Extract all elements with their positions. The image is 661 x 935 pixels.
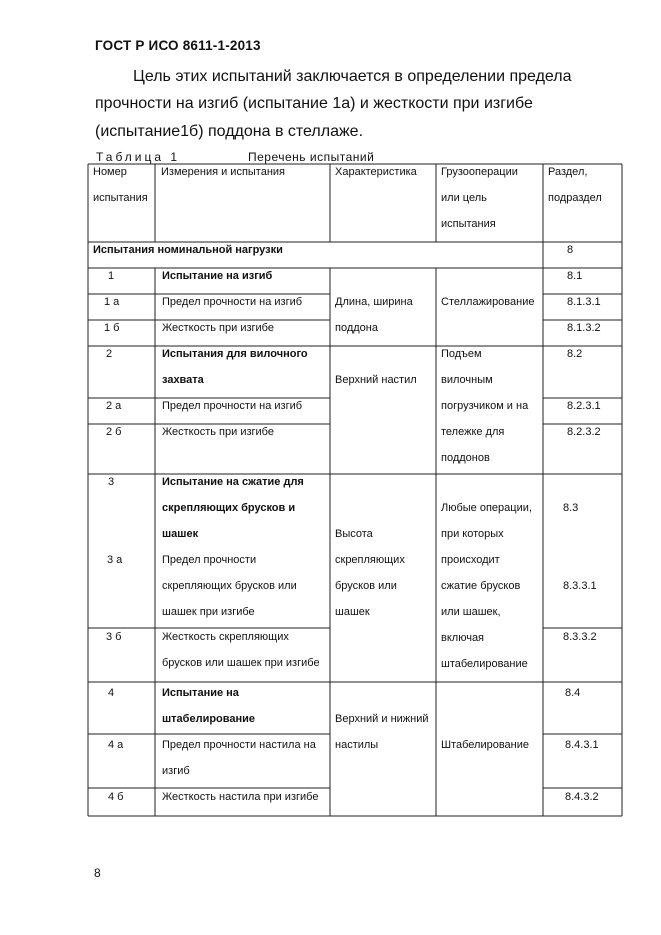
row-4b-number: 4 б [108, 791, 124, 803]
row-3a-section: 8.3.3.1 [563, 580, 597, 592]
row-2a-number: 2 а [106, 400, 122, 412]
group-2-operations: Подъем вилочным погрузчиком и на тележке для поддонов [441, 348, 529, 464]
row-3b-number: 3 б [106, 631, 122, 643]
header-operations: Грузооперации или цель испытания [441, 166, 518, 230]
group-section: 8 [567, 244, 574, 256]
row-4-section: 8.4 [565, 687, 581, 699]
row-1-name: Испытание на изгиб [162, 270, 273, 282]
row-1-number: 1 [108, 270, 115, 282]
header-section: Раздел, подраздел [548, 166, 602, 204]
row-4b-name: Жесткость настила при изгибе [162, 791, 319, 803]
group-4-characteristic: Верхний и нижний настилы [335, 713, 429, 751]
row-1b-number: 1 б [104, 322, 120, 334]
row-3-name: Испытание на сжатие для скрепляющих брусков и шашек [162, 476, 304, 540]
row-1a-name: Предел прочности на изгиб [162, 296, 303, 308]
row-4-name: Испытание на штабелирование [162, 687, 256, 725]
row-3a-number: 3 а [107, 554, 123, 566]
table-caption-title: Перечень испытаний [248, 150, 375, 164]
row-2a-section: 8.2.3.1 [567, 400, 601, 412]
intro-line-1: Цель этих испытаний заключается в определении предела [133, 68, 572, 85]
row-3-number: 3 [108, 476, 115, 488]
group-4-operations: Штабелирование [441, 739, 530, 751]
page-number: 8 [94, 866, 101, 880]
row-2a-name: Предел прочности на изгиб [162, 400, 303, 412]
group-1-operations: Стеллажирование [441, 296, 535, 308]
row-2b-number: 2 б [106, 426, 122, 438]
row-3b-name: Жесткость скрепляющих брусков или шашек при изгибе [162, 631, 320, 669]
row-1b-name: Жесткость при изгибе [162, 322, 274, 334]
intro-line-3: (испытание1б) поддона в стеллаже. [95, 123, 364, 140]
row-4a-name: Предел прочности настила на изгиб [162, 739, 316, 777]
table-caption-label: Таблица 1 [96, 150, 181, 164]
header-number: Номер испытания [93, 166, 148, 204]
row-1a-section: 8.1.3.1 [567, 296, 601, 308]
group-3-characteristic: Высота скрепляющих брусков или шашек [335, 528, 405, 618]
row-3b-section: 8.3.3.2 [563, 631, 597, 643]
row-2-name: Испытания для вилочного захвата [162, 348, 308, 386]
group-3-operations: Любые операции, при которых происходит сжатие брусков или шашек, включая штабелирование [441, 502, 532, 670]
header-measurements: Измерения и испытания [161, 166, 286, 178]
row-2b-name: Жесткость при изгибе [162, 426, 274, 438]
header-characteristic: Характеристика [335, 166, 417, 178]
row-2b-section: 8.2.3.2 [567, 426, 601, 438]
row-1b-section: 8.1.3.2 [567, 322, 601, 334]
row-2-number: 2 [106, 348, 113, 360]
row-1-section: 8.1 [567, 270, 583, 282]
row-1a-number: 1 а [104, 296, 120, 308]
row-4a-number: 4 а [108, 739, 124, 751]
row-4-number: 4 [108, 687, 115, 699]
group-title: Испытания номинальной нагрузки [93, 244, 283, 256]
row-4b-section: 8.4.3.2 [565, 791, 599, 803]
row-3a-name: Предел прочности скрепляющих брусков или шашек при изгибе [162, 554, 297, 618]
row-4a-section: 8.4.3.1 [565, 739, 599, 751]
document-code: ГОСТ Р ИСО 8611-1-2013 [95, 38, 261, 53]
row-2-section: 8.2 [567, 348, 583, 360]
row-3-section: 8.3 [563, 502, 579, 514]
group-1-characteristic: Длина, ширина поддона [335, 296, 413, 334]
group-2-characteristic: Верхний настил [335, 374, 417, 386]
intro-line-2: прочности на изгиб (испытание 1а) и жесткости при изгибе [95, 95, 533, 112]
